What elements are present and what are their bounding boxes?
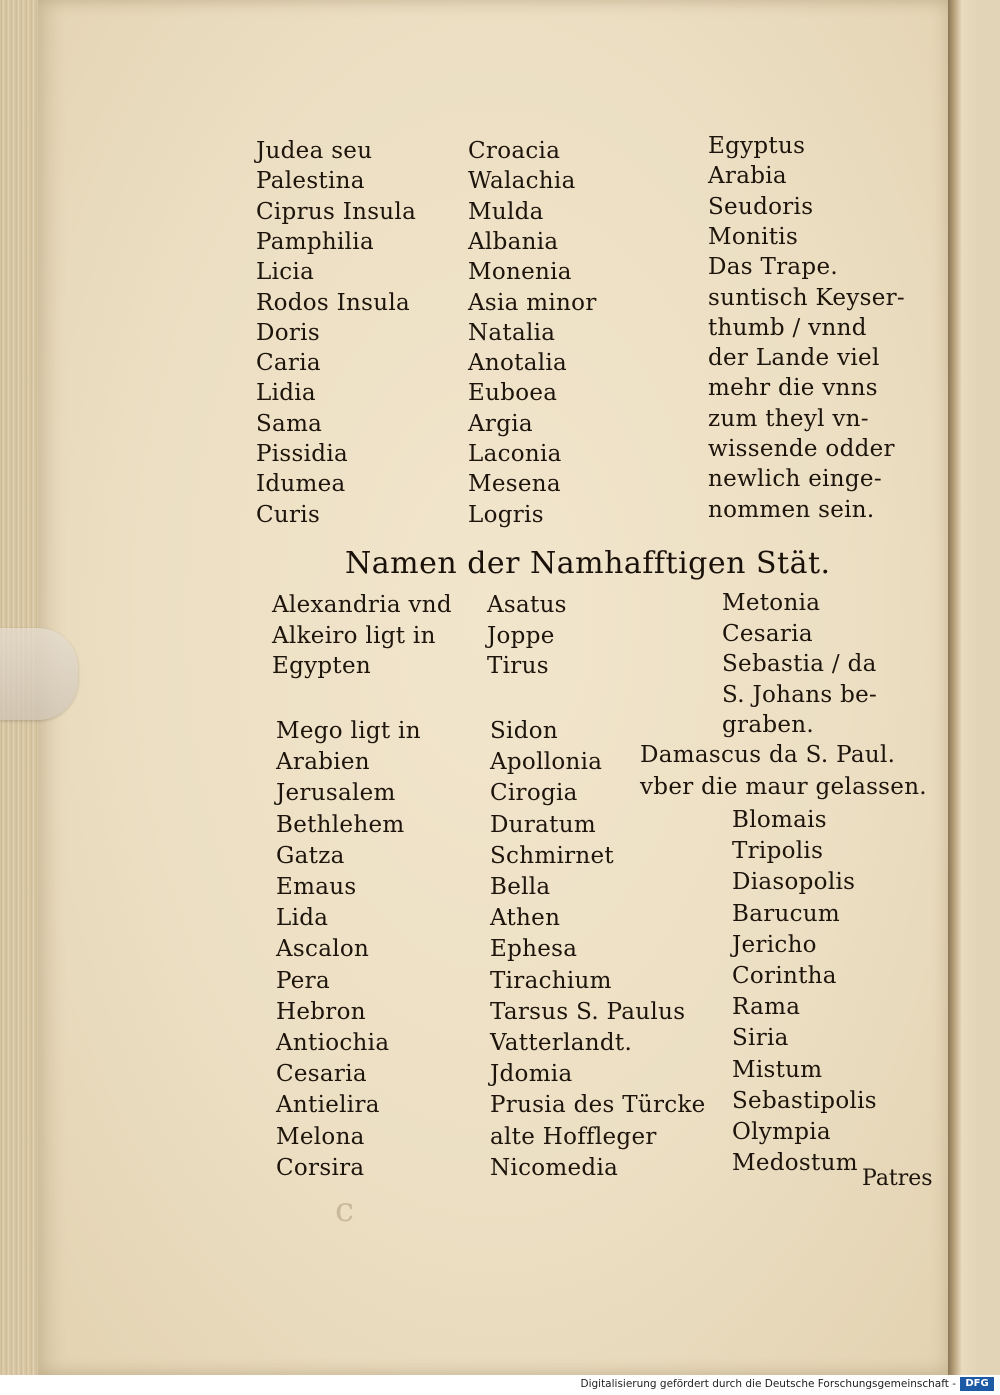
place-name: Egypten [272,653,371,679]
place-name: wissende odder [708,436,895,462]
place-name: Licia [256,259,315,286]
place-name: Athen [490,905,561,932]
place-name: Olympia [732,1119,831,1145]
place-name: thumb / vnnd [708,314,867,341]
place-name: Asatus [487,592,567,618]
place-name: Judea seu [256,138,373,164]
place-name: Monitis [708,223,799,250]
place-name: Sebastia / da [722,651,877,677]
place-name: S. Johans be- [722,681,878,708]
place-name: Corintha [732,963,837,989]
place-name: Ascalon [276,936,370,963]
place-name: Hebron [276,998,366,1025]
place-name: Tripolis [732,838,824,865]
place-name: graben. [722,712,814,738]
place-name: Tarsus S. Paulus [490,998,686,1025]
place-name: Euboea [468,380,558,407]
place-name: Cesaria [722,620,813,647]
place-name: Asia minor [468,289,597,316]
page-clip [0,628,78,720]
place-name: Corsira [276,1154,365,1181]
place-name: Pera [276,967,330,994]
place-name: Schmirnet [490,842,614,869]
place-name: Duratum [490,811,596,838]
place-name: Natalia [468,319,556,346]
place-name: Caria [256,350,321,377]
place-name: Cirogia [490,780,578,807]
place-name: Mistum [732,1056,823,1083]
place-name: Ciprus Insula [256,198,417,225]
place-name: der Lande viel [708,345,880,372]
place-name: Barucum [732,900,841,927]
place-name: Mulda [468,198,544,225]
place-name: Melona [276,1123,365,1150]
place-name: suntisch Keyser- [708,284,905,311]
place-name: Bethlehem [276,811,405,838]
place-name: Nicomedia [490,1154,619,1181]
place-name: Emaus [276,874,357,900]
place-name: Antiochia [276,1030,390,1056]
catchword: Patres [862,1166,933,1191]
place-name: Gatza [276,842,345,869]
place-name: Idumea [256,471,346,498]
place-name: Medostum [732,1150,858,1177]
place-name: Pamphilia [256,228,374,255]
place-name: Ephesa [490,936,578,963]
place-name: Rodos Insula [256,289,411,316]
place-name: Argia [468,410,533,437]
place-name: Egyptus [708,133,806,159]
show-through-mark: c [335,1190,355,1230]
place-name: Blomais [732,807,827,833]
place-name: Logris [468,501,544,528]
place-name: Alkeiro ligt in [272,622,436,649]
place-name: Sebastipolis [732,1087,877,1114]
place-name: Sidon [490,718,558,744]
place-name: Apollonia [490,749,603,776]
place-name: Curis [256,501,321,528]
place-name: Arabia [708,163,787,190]
place-name: Joppe [487,622,555,649]
place-name: Cesaria [276,1061,367,1088]
place-name: vber die maur gelassen. [640,774,927,800]
digitization-footer [0,1375,1000,1395]
place-name: Metonia [722,590,821,616]
place-name: Siria [732,1025,789,1052]
footer-credit-text: Digitalisierung gefördert durch die Deutsche Forschungsgemeinschaft - [580,1378,956,1390]
place-name: nommen sein. [708,496,875,523]
place-name: Lida [276,905,329,932]
place-name: Alexandria vnd [272,592,452,618]
place-name: Monenia [468,259,572,286]
place-name: Croacia [468,138,561,164]
place-name: Pissidia [256,441,348,467]
place-name: Doris [256,319,320,346]
place-name: mehr die vnns [708,375,878,402]
place-name: Bella [490,874,551,900]
place-name: Walachia [468,168,576,195]
place-name: Sama [256,410,323,437]
place-name: Lidia [256,380,316,407]
place-name: Tirachium [490,967,612,994]
place-name: zum theyl vn- [708,405,869,432]
place-name: Jdomia [490,1061,573,1088]
place-name: Arabien [276,749,370,776]
place-name: alte Hoffleger [490,1123,657,1150]
place-name: Prusia des Türcke [490,1092,706,1119]
place-name: Palestina [256,168,365,195]
place-name: Vatterlandt. [490,1030,633,1056]
place-name: Mego ligt in [276,718,421,744]
place-name: Diasopolis [732,869,856,896]
place-name: Laconia [468,441,562,467]
place-name: Antielira [276,1092,380,1119]
place-name: Seudoris [708,193,814,220]
place-name: newlich einge- [708,466,882,493]
place-name: Rama [732,994,801,1021]
place-name: Anotalia [468,350,568,377]
dfg-logo: DFG [960,1377,994,1391]
place-name: Damascus da S. Paul. [640,742,896,768]
section-heading: Namen der Namhafftigen Stät. [345,546,831,581]
place-name: Jericho [732,931,817,958]
place-name: Das Trape. [708,254,838,281]
place-name: Mesena [468,471,561,498]
place-name: Jerusalem [276,780,396,807]
place-name: Albania [468,228,559,255]
place-name: Tirus [487,653,549,679]
book-binding-edge [948,0,1000,1375]
